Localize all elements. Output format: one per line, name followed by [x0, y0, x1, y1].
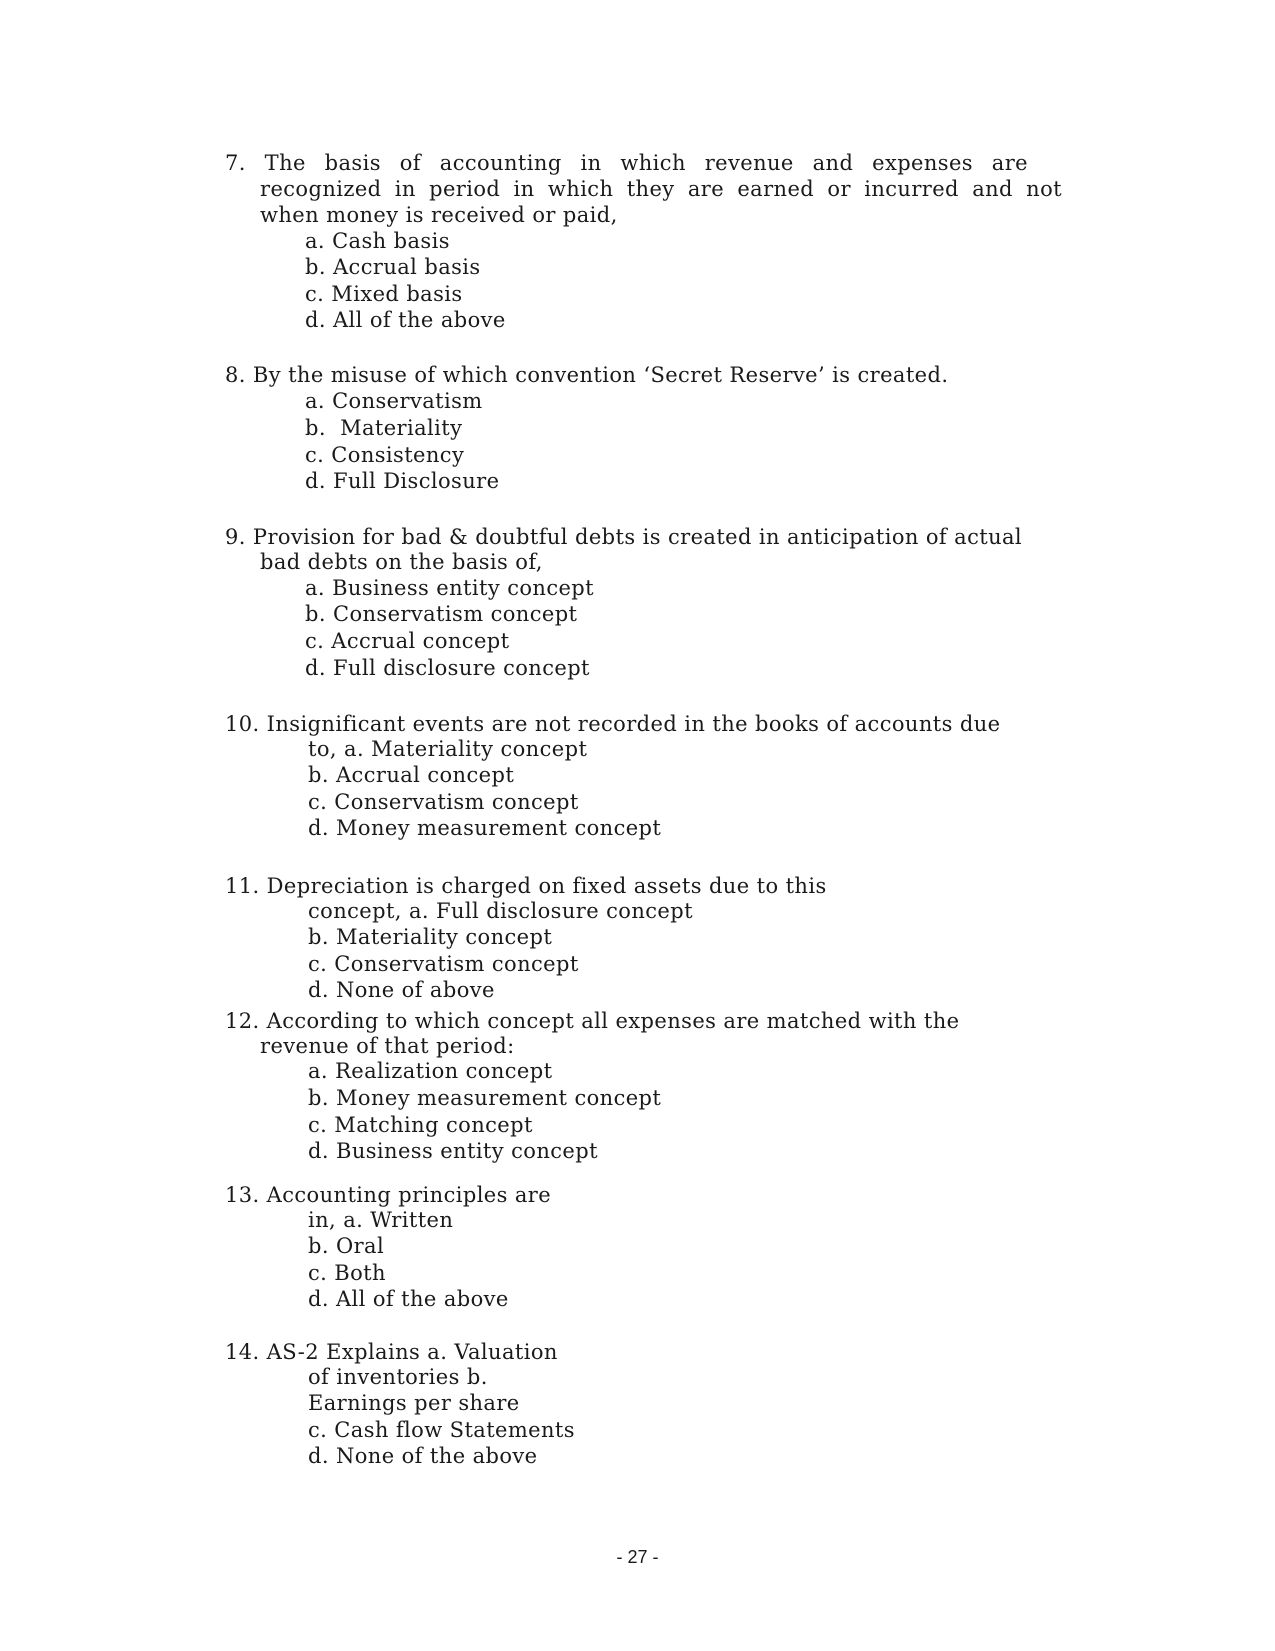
question-14-option-d: d. None of the above [308, 1444, 538, 1468]
question-11-option-d: d. None of above [308, 978, 495, 1002]
question-7-line-3: when money is received or paid, [260, 203, 618, 227]
question-12-option-a: a. Realization concept [308, 1059, 553, 1083]
question-13-line-1: 13. Accounting principles are [225, 1183, 552, 1207]
question-13-option-a: in, a. Written [308, 1208, 454, 1232]
question-8-option-a: a. Conservatism [305, 389, 483, 413]
question-12-line-1: 12. According to which concept all expenses are matched with the [225, 1009, 960, 1033]
page-number: - 27 - [616, 1547, 659, 1567]
question-12-option-c: c. Matching concept [308, 1113, 533, 1137]
question-13-option-c: c. Both [308, 1261, 386, 1285]
question-8-option-c: c. Consistency [305, 443, 465, 467]
question-12-option-b: b. Money measurement concept [308, 1086, 662, 1110]
question-7-line-2: recognized in period in which they are earned or incurred and not [260, 177, 1062, 201]
question-14-line-1: 14. AS-2 Explains a. Valuation [225, 1340, 558, 1364]
question-8-option-b: b. Materiality [305, 416, 463, 440]
question-9-option-a: a. Business entity concept [305, 576, 594, 600]
question-8-line-1: 8. By the misuse of which convention ‘Secret Reserve’ is created. [225, 363, 949, 387]
question-7-option-d: d. All of the above [305, 308, 506, 332]
question-7-line-1: 7. The basis of accounting in which revenue and expenses are [225, 151, 1028, 175]
question-12-option-d: d. Business entity concept [308, 1139, 598, 1163]
question-10-line-1: 10. Insignificant events are not recorded in the books of accounts due [225, 712, 1001, 736]
question-9-line-2: bad debts on the basis of, [260, 550, 543, 574]
question-7-option-c: c. Mixed basis [305, 282, 463, 306]
question-10-option-c: c. Conservatism concept [308, 790, 579, 814]
question-9-option-c: c. Accrual concept [305, 629, 510, 653]
question-13-option-b: b. Oral [308, 1234, 385, 1258]
question-10-option-b: b. Accrual concept [308, 763, 515, 787]
question-12-line-2: revenue of that period: [260, 1034, 515, 1058]
question-14-option-b: Earnings per share [308, 1391, 520, 1415]
question-14-option-c: c. Cash flow Statements [308, 1418, 575, 1442]
question-11-option-c: c. Conservatism concept [308, 952, 579, 976]
question-13-option-d: d. All of the above [308, 1287, 509, 1311]
question-14-option-a: of inventories b. [308, 1365, 488, 1389]
question-9-line-1: 9. Provision for bad & doubtful debts is created in anticipation of actual [225, 525, 1023, 549]
question-9-option-d: d. Full disclosure concept [305, 656, 590, 680]
question-7-option-b: b. Accrual basis [305, 255, 481, 279]
question-10-option-d: d. Money measurement concept [308, 816, 662, 840]
question-10-option-a: to, a. Materiality concept [308, 737, 588, 761]
question-11-option-b: b. Materiality concept [308, 925, 553, 949]
question-11-line-1: 11. Depreciation is charged on fixed assets due to this [225, 874, 827, 898]
question-7-option-a: a. Cash basis [305, 229, 450, 253]
question-8-option-d: d. Full Disclosure [305, 469, 500, 493]
question-9-option-b: b. Conservatism concept [305, 602, 578, 626]
question-11-option-a: concept, a. Full disclosure concept [308, 899, 693, 923]
